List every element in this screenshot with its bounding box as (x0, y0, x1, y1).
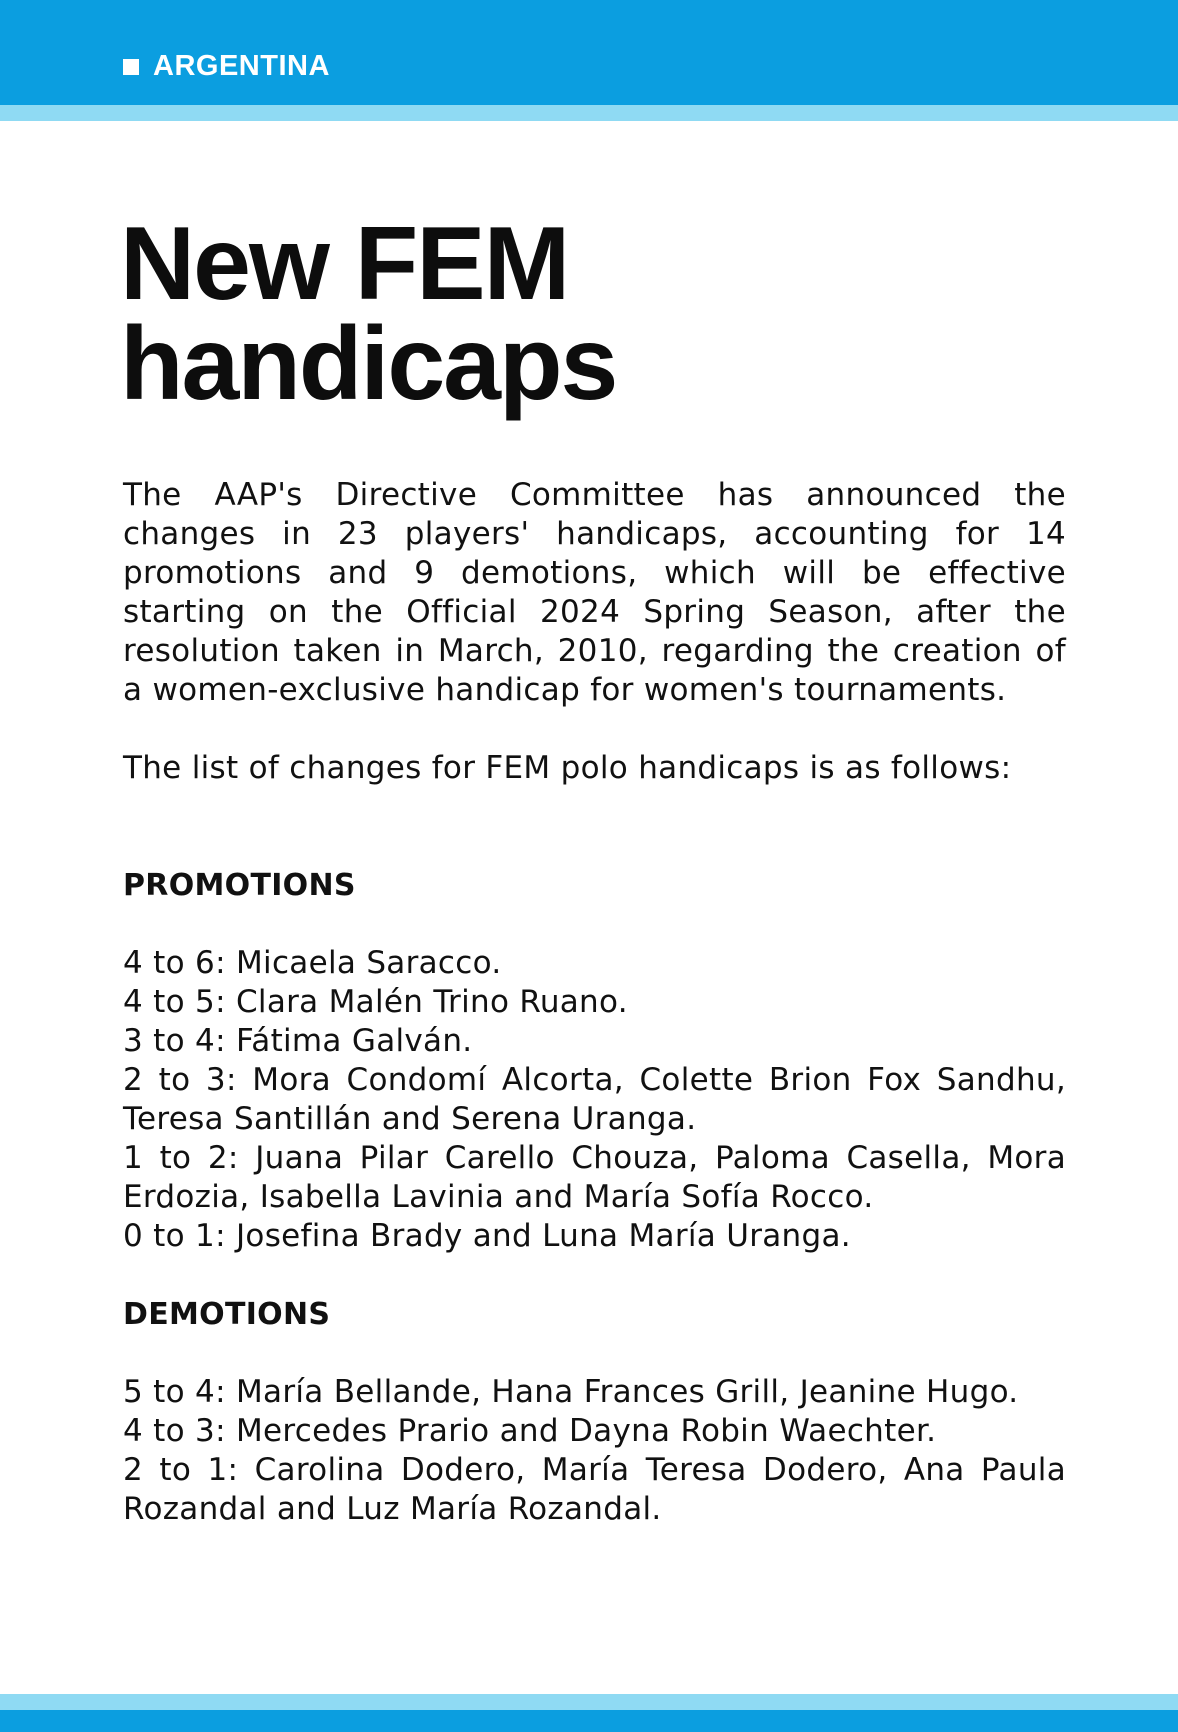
list-item (123, 1451, 1066, 1529)
lead-paragraph: The list of changes for FEM polo handicaps is as follows: (123, 750, 1012, 786)
change-label: 3 to 4: (123, 1023, 226, 1059)
page-title-line-1: New FEM (120, 206, 569, 322)
change-names: María Bellande, Hana Frances Grill, Jeanine Hugo. (235, 1374, 1019, 1410)
promotions-heading: PROMOTIONS (123, 868, 356, 903)
change-names: Fátima Galván. (235, 1023, 473, 1059)
demotions-list (123, 1373, 1066, 1529)
header-stripe (0, 105, 1178, 121)
list-item (123, 1217, 1066, 1256)
page-title-line-2: handicaps (120, 306, 617, 422)
footer-band (0, 1710, 1178, 1732)
change-label: 5 to 4: (123, 1374, 226, 1410)
change-names: Micaela Saracco. (235, 945, 502, 981)
change-label: 4 to 6: (123, 945, 226, 981)
change-label: 2 to 3: (123, 1062, 237, 1098)
change-label: 0 to 1: (123, 1218, 226, 1254)
footer-stripe (0, 1694, 1178, 1710)
list-item (123, 1373, 1066, 1412)
square-bullet-icon (123, 59, 139, 75)
change-names: Josefina Brady and Luna María Uranga. (235, 1218, 851, 1254)
list-item (123, 1022, 1066, 1061)
section-tag (123, 50, 330, 83)
list-item (123, 983, 1066, 1022)
change-label: 4 to 3: (123, 1413, 226, 1449)
section-label: ARGENTINA (153, 50, 330, 82)
list-item (123, 1139, 1066, 1217)
demotions-heading: DEMOTIONS (123, 1297, 331, 1332)
change-names: Clara Malén Trino Ruano. (235, 984, 628, 1020)
change-label: 4 to 5: (123, 984, 226, 1020)
list-item (123, 944, 1066, 983)
change-names: Juana Pilar Carello Chouza, Paloma Casella, Mora Erdozia, Isabella Lavinia and María Sofía Rocco. (123, 1140, 1066, 1215)
change-names: Mora Condomí Alcorta, Colette Brion Fox Sandhu, Teresa Santillán and Serena Uranga. (123, 1062, 1066, 1137)
change-names: Carolina Dodero, María Teresa Dodero, Ana Paula Rozandal and Luz María Rozandal. (123, 1452, 1066, 1527)
change-label: 1 to 2: (123, 1140, 239, 1176)
page-title (120, 206, 617, 422)
list-item (123, 1061, 1066, 1139)
list-item (123, 1412, 1066, 1451)
article-body (123, 476, 1066, 1529)
change-names: Mercedes Prario and Dayna Robin Waechter. (235, 1413, 937, 1449)
intro-paragraph: The AAP's Directive Committee has announced the changes in 23 players' handicaps, accounting for 14 promotions and 9 demotions, which will be effective starting on the Official 2024 Spring Season, after the resolution taken in March, 2010, regarding the creation of a women-exclusive handicap for women's tournaments. (123, 477, 1066, 708)
promotions-list (123, 944, 1066, 1256)
change-label: 2 to 1: (123, 1452, 239, 1488)
